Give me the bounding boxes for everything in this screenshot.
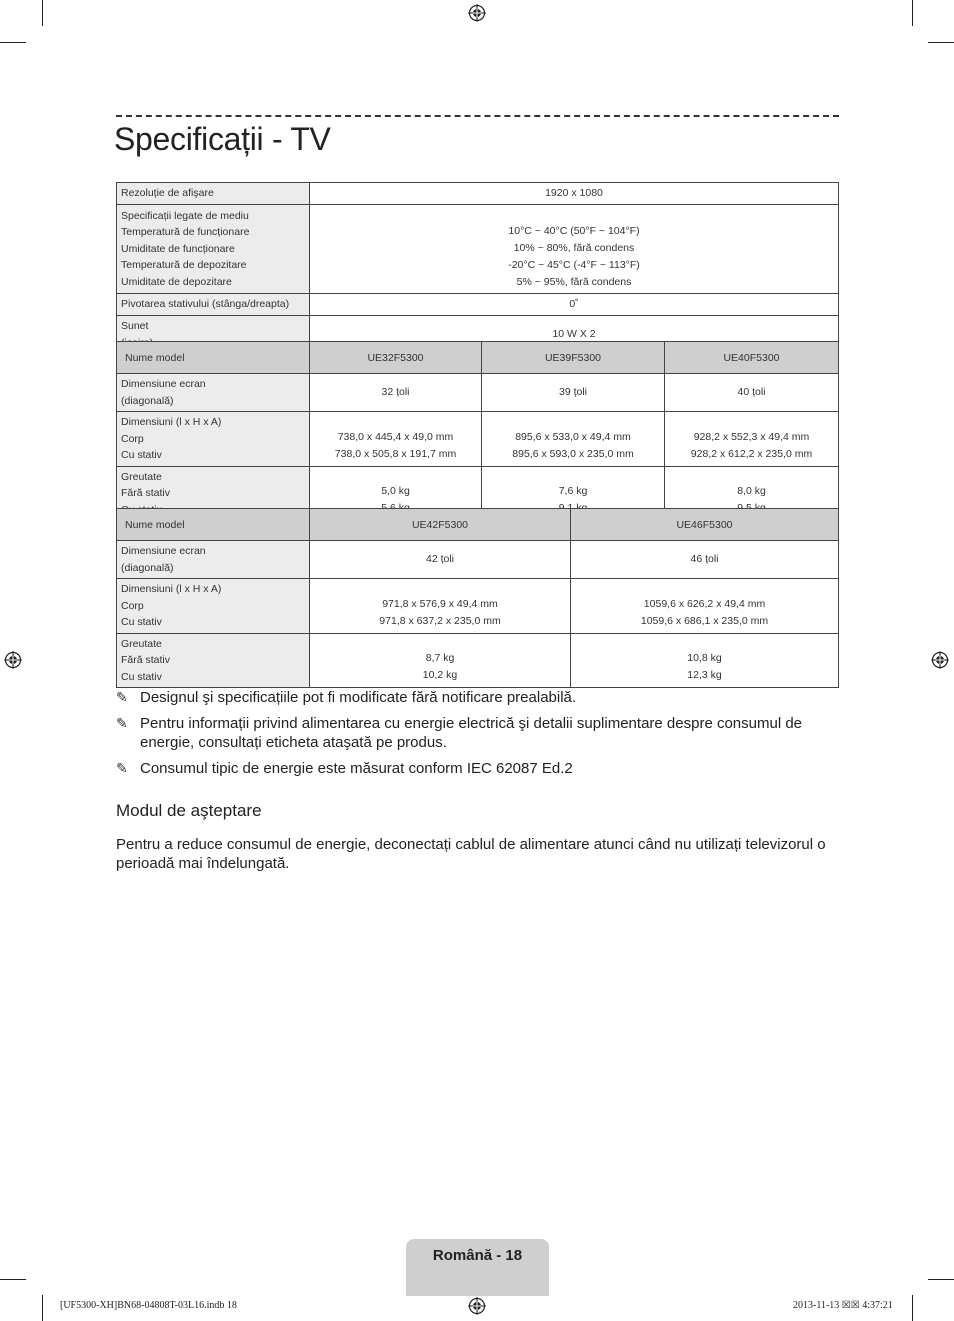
crop-mark (42, 1295, 43, 1321)
crop-mark (0, 42, 26, 43)
notes-list (116, 688, 839, 785)
registration-mark-icon (468, 4, 486, 22)
page-number-tab: Română - 18 (406, 1239, 549, 1296)
resolution-label: Rezoluție de afişare (117, 183, 310, 205)
screen-label: Dimensiune ecran (diagonală) (117, 541, 310, 579)
table-row (117, 205, 839, 294)
weight-value: 10,8 kg 12,3 kg (571, 633, 839, 688)
model-name: UE40F5300 (665, 342, 839, 374)
crop-mark (928, 42, 954, 43)
weight-value: 8,0 kg (665, 466, 839, 521)
screen-value: 32 țoli (310, 374, 482, 412)
title-divider (116, 115, 839, 117)
table-row (117, 294, 839, 316)
sound-value: 10 W X 2 (310, 316, 839, 354)
note-item: ✎ Pentru informații privind alimentarea cu energie electrică şi detalii suplimentare despre consumul de energie, consultați eticheta ataşată pe produs. (116, 715, 802, 751)
crop-mark (912, 0, 913, 26)
model-table-a (116, 341, 839, 521)
weight-value: 5,0 kg (310, 466, 482, 521)
dimension-value: 895,6 x 533,0 x 49,4 mm 895,6 x 593,0 x 235,0 mm (482, 412, 665, 467)
screen-value: 42 țoli (310, 541, 571, 579)
screen-value: 39 țoli (482, 374, 665, 412)
section-heading: Modul de aşteptare (116, 801, 262, 820)
dimension-labels: Dimensiuni (l x H x A) Corp Cu stativ (117, 579, 310, 634)
env-labels: Specificații legate de mediu Temperatură de funcționare Umiditate de funcționare Temperatură de depozitare Umiditate de depozitare (117, 205, 310, 294)
sound-labels: Sunet (117, 316, 310, 354)
crop-mark (912, 1295, 913, 1321)
weight-value: 7,6 kg (482, 466, 665, 521)
swivel-value: 0˚ (310, 294, 839, 316)
weight-labels: Greutate Fără stativ (117, 466, 310, 521)
crop-mark (42, 0, 43, 26)
table-row (117, 183, 839, 205)
dimension-value: 738,0 x 445,4 x 49,0 mm 738,0 x 505,8 x 191,7 mm (310, 412, 482, 467)
screen-label: Dimensiune ecran (diagonală) (117, 374, 310, 412)
page-title: Specificații - TV (114, 121, 331, 157)
swivel-label: Pivotarea stativului (stânga/dreapta) (117, 294, 310, 316)
table-row (117, 374, 839, 412)
model-name: UE32F5300 (310, 342, 482, 374)
model-name: UE46F5300 (571, 509, 839, 541)
footer-timestamp: 2013-11-13 ☒☒ 4:37:21 (793, 1300, 893, 1311)
model-table-b (116, 508, 839, 688)
model-label: Nume model (117, 342, 310, 374)
dimension-value: 1059,6 x 626,2 x 49,4 mm 1059,6 x 686,1 x 235,0 mm (571, 579, 839, 634)
weight-labels: Greutate Fără stativ Cu stativ (117, 633, 310, 688)
screen-value: 40 țoli (665, 374, 839, 412)
note-item: ✎ Designul şi specificațiile pot fi modificate fără notificare prealabilă. (116, 689, 577, 706)
screen-value: 46 țoli (571, 541, 839, 579)
table-row (117, 412, 839, 467)
section-body: Pentru a reduce consumul de energie, deconectați cablul de alimentare atunci când nu utilizați televizorul o perioadă mai îndelungată. (116, 836, 826, 872)
spec-general-table (116, 182, 839, 354)
registration-mark-icon (468, 1297, 486, 1315)
table-row (117, 342, 839, 374)
note-item: ✎ Consumul tipic de energie este măsurat conform IEC 62087 Ed.2 (116, 760, 573, 777)
table-row (117, 579, 839, 634)
resolution-value: 1920 x 1080 (310, 183, 839, 205)
table-row (117, 509, 839, 541)
pencil-note-icon: ✎ (116, 715, 128, 731)
crop-mark (0, 1279, 26, 1280)
model-name: UE42F5300 (310, 509, 571, 541)
dimension-value: 971,8 x 576,9 x 49,4 mm 971,8 x 637,2 x 235,0 mm (310, 579, 571, 634)
model-name: UE39F5300 (482, 342, 665, 374)
crop-mark (928, 1279, 954, 1280)
weight-value: 8,7 kg 10,2 kg (310, 633, 571, 688)
dimension-labels: Dimensiuni (l x H x A) Corp Cu stativ (117, 412, 310, 467)
dimension-value: 928,2 x 552,3 x 49,4 mm 928,2 x 612,2 x 235,0 mm (665, 412, 839, 467)
registration-mark-icon (931, 651, 949, 669)
table-row (117, 633, 839, 688)
registration-mark-icon (4, 651, 22, 669)
table-row (117, 541, 839, 579)
env-values: 10°C ~ 40°C (50°F ~ 104°F) 10% ~ 80%, fără condens -20°C ~ 45°C (-4°F ~ 113°F) 5% ~ 95%, fără condens (310, 205, 839, 294)
model-label: Nume model (117, 509, 310, 541)
pencil-note-icon: ✎ (116, 760, 128, 776)
pencil-note-icon: ✎ (116, 689, 128, 705)
footer-file-name: [UF5300-XH]BN68-04808T-03L16.indb 18 (60, 1300, 237, 1311)
